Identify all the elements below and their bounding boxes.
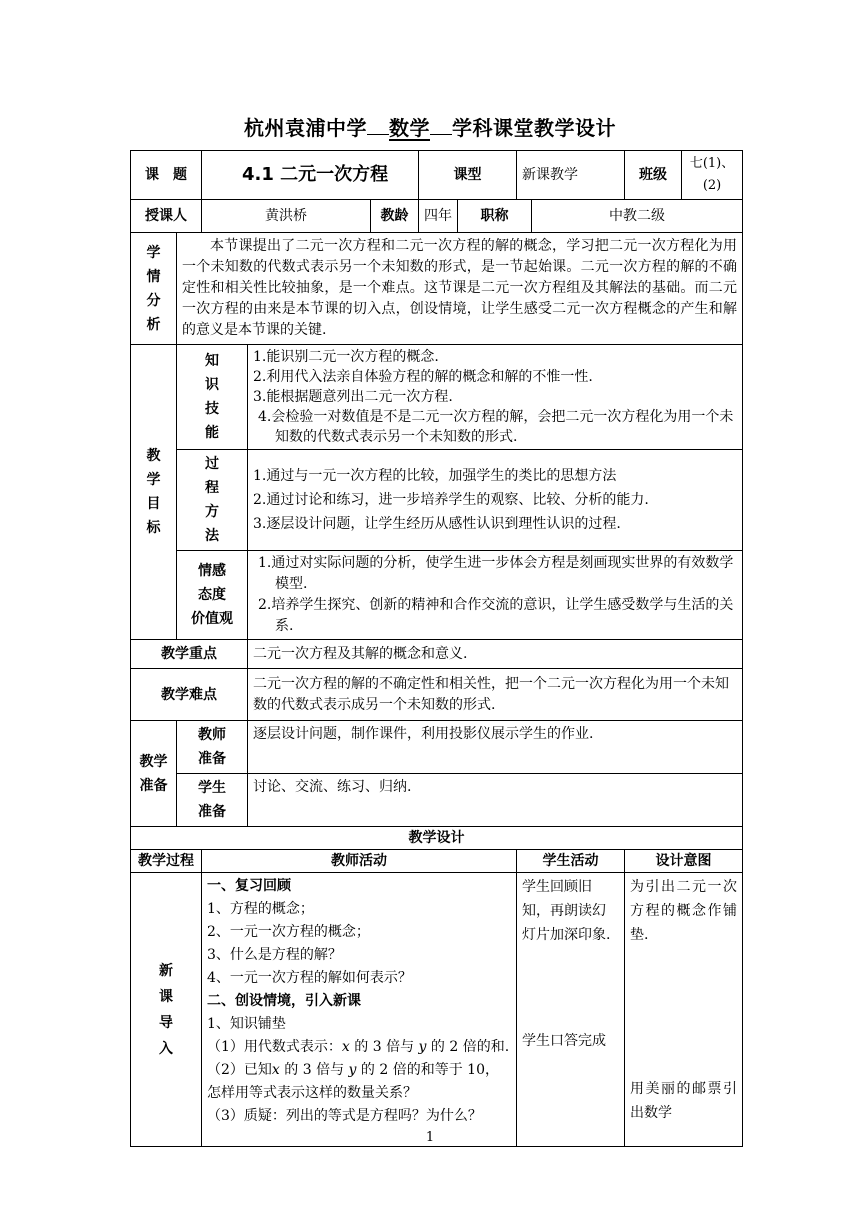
type-label: 课型 [419,151,517,200]
list-item: 1.通过对实际问题的分析，使学生进一步体会方程是刻画现实世界的有效数学模型. [258,555,734,592]
prep-student-row [131,774,743,827]
difficulty-text: 二元一次方程的解的不确定性和相关性，把一个二元一次方程化为用一个未知数的代数式表示成另一个未知数的形式. [248,669,743,721]
prep-student-label: 学生 准备 [177,774,248,827]
teacher-label: 授课人 [131,200,202,233]
design-columns-row [131,850,743,873]
column-header: 教师活动 [202,850,517,873]
knowledge-items [248,345,743,450]
list-item: 2.培养学生探究、创新的精神和合作交流的意识，让学生感受数学与生活的关系. [258,597,734,634]
goal-emotion-row [131,551,743,640]
design-heading: 教学设计 [131,827,743,850]
age-label: 教龄 [371,200,419,233]
column-header: 设计意图 [625,850,743,873]
analysis-label: 学 情 分 析 [131,233,177,345]
age-value: 四年 [419,200,458,233]
key-point-label: 教学重点 [131,640,248,669]
question-3: （3）质疑：列出的等式是方程吗？为什么？ [207,1108,482,1124]
design-intent: 为引出二元一次方程的概念作铺垫. 用美丽的邮票引出数学 [625,873,743,1147]
difficulty-row [131,669,743,721]
emotion-label: 情感 态度 价值观 [177,551,248,640]
design-content-row [131,873,743,1147]
prep-student-text: 讨论、交流、练习、归纳. [248,774,743,827]
header-row-2 [131,200,743,233]
column-header: 教学过程 [131,850,202,873]
topic-label: 课 题 [131,151,202,200]
prep-teacher-text: 逐层设计问题，制作课件，利用投影仪展示学生的作业. [248,721,743,774]
column-header: 学生活动 [517,850,625,873]
list-item: 3.逐层设计问题，让学生经历从感性认识到理性认识的过程. [253,516,621,532]
list-item: 1.通过与一元一次方程的比较，加强学生的类比的思想方法 [253,468,617,484]
goals-label: 教 学 目 标 [131,345,177,640]
list-item: 2.通过讨论和练习，进一步培养学生的观察、比较、分析的能力. [253,492,649,508]
emotion-items [248,551,743,640]
list-item: 2.利用代入法亲自体验方程的解的概念和解的不惟一性. [253,369,593,385]
analysis-row [131,233,743,345]
teacher-value: 黄洪桥 [202,200,371,233]
lesson-plan-table [130,150,743,1147]
list-item: 1.能识别二元一次方程的概念. [253,349,439,365]
key-point-text: 二元一次方程及其解的概念和意义. [248,640,743,669]
rank-label: 职称 [458,200,532,233]
rank-value: 中教二级 [532,200,743,233]
design-heading-row [131,827,743,850]
prep-teacher-row [131,721,743,774]
analysis-text: 本节课提出了二元一次方程和二元一次方程的解的概念，学习把二元一次方程化为用一个未知数的代数式表示另一个未知数的形式，是一节起始课。二元一次方程的解的不确定性和相关性比较抽象，是一个难点。这节课是二元一次方程组及其解法的基础。而二元一次方程的由来是本节课的切入点，创设情境，让学生感受二元一次方程概念的产生和解的意义是本节课的关键. [177,233,743,345]
list-item: 3.能根据题意列出二元一次方程. [253,389,453,405]
list-item: 4.会检验一对数值是不是二元一次方程的解，会把二元一次方程化为用一个未知数的代数式表示另一个未知数的形式. [258,409,734,445]
teacher-activity: 一、复习回顾 1、方程的概念； 2、一元一次方程的概念； 3、什么是方程的解？ 4、一元一次方程的解如何表示？ 二、创设情境，引入新课 1、知识铺垫 （1）用代数式表示：x 的 3 倍与 y 的 2 倍的和. （2）已知x 的 3 倍与 y 的 2 倍的和等于 10，怎样用等式表示这样的数量关系？ （3）质疑：列出的等式是方程吗？为什么？ [202,873,517,1147]
prep-label: 教学 准备 [131,721,177,827]
process-label: 过 程 方 法 [177,450,248,551]
page-title: 杭州袁浦中学 数学 学科课堂教学设计 [244,116,616,140]
prep-teacher-label: 教师 准备 [177,721,248,774]
subject: 数学 [389,116,430,140]
type-value: 新课教学 [517,151,625,200]
topic-value: 4.1 二元一次方程 [202,151,419,200]
student-activity: 学生回顾旧知，再朗读幻灯片加深印象. 学生口答完成 [517,873,625,1147]
goal-process-row [131,450,743,551]
process-items [248,450,743,551]
key-point-row [131,640,743,669]
knowledge-label: 知 识 技 能 [177,345,248,450]
goal-knowledge-row [131,345,743,450]
stage-label: 新 课 导 入 [131,873,202,1147]
class-value: 七(1)、(2) [682,151,743,200]
question-1: （1）用代数式表示：x 的 3 倍与 y 的 2 倍的和. [207,1039,510,1055]
question-2: （2）已知x 的 3 倍与 y 的 2 倍的和等于 10，怎样用等式表示这样的数量关系？ [207,1062,499,1101]
difficulty-label: 教学难点 [131,669,248,721]
class-label: 班级 [625,151,682,200]
header-row-1 [131,151,743,200]
page-number: 1 [425,1130,435,1145]
